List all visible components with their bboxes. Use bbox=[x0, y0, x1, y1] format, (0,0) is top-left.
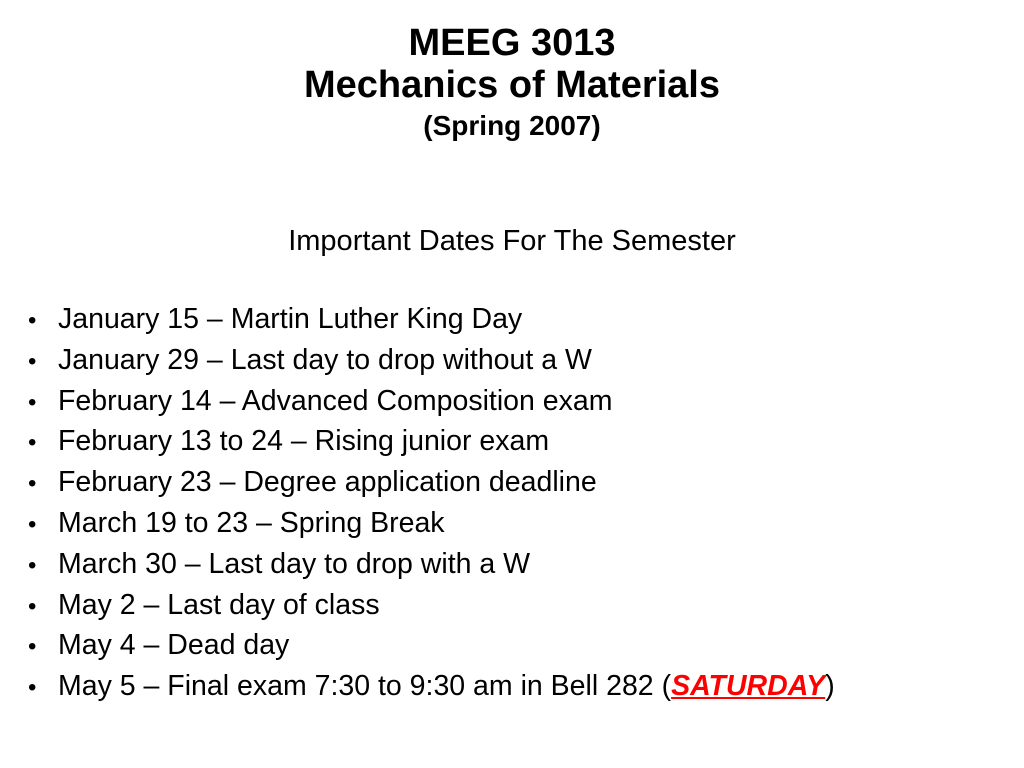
semester-label: (Spring 2007) bbox=[423, 110, 601, 141]
list-item bbox=[28, 303, 835, 344]
bullet-icon: • bbox=[28, 633, 37, 661]
bullet-icon: • bbox=[28, 470, 37, 498]
final-exam-prefix: May 5 – Final exam 7:30 to 9:30 am in Bell 282 ( bbox=[58, 670, 672, 703]
list-item bbox=[28, 385, 835, 426]
date-text: May 2 – Last day of class bbox=[58, 588, 380, 621]
bullet-icon: • bbox=[28, 347, 37, 375]
bullet-icon: • bbox=[28, 429, 37, 457]
list-item bbox=[28, 344, 835, 385]
bullet-icon: • bbox=[28, 388, 37, 416]
list-item bbox=[28, 507, 835, 548]
list-item bbox=[28, 629, 835, 670]
course-code: MEEG 3013 bbox=[408, 22, 616, 64]
list-item bbox=[28, 589, 835, 630]
final-exam-suffix: ) bbox=[825, 670, 835, 703]
date-text: February 13 to 24 – Rising junior exam bbox=[58, 425, 550, 458]
date-text: March 19 to 23 – Spring Break bbox=[58, 506, 445, 539]
final-exam-item bbox=[28, 670, 835, 711]
bullet-icon: • bbox=[28, 510, 37, 538]
course-name: Mechanics of Materials bbox=[303, 64, 721, 106]
bullet-icon: • bbox=[28, 592, 37, 620]
bullet-icon: • bbox=[28, 674, 37, 702]
date-text: January 15 – Martin Luther King Day bbox=[58, 303, 523, 335]
bullet-icon: • bbox=[28, 307, 37, 334]
date-text: March 30 – Last day to drop with a W bbox=[58, 547, 531, 580]
section-heading: Important Dates For The Semester bbox=[288, 225, 736, 257]
final-exam-text bbox=[58, 670, 835, 703]
date-text: January 29 – Last day to drop without a W bbox=[58, 343, 592, 376]
date-text: February 23 – Degree application deadline bbox=[58, 466, 597, 499]
important-dates-list bbox=[28, 303, 835, 711]
list-item bbox=[28, 425, 835, 466]
date-text: May 4 – Dead day bbox=[58, 629, 290, 662]
title-block bbox=[0, 22, 1024, 146]
bullet-icon: • bbox=[28, 551, 37, 579]
saturday-highlight: SATURDAY bbox=[671, 670, 826, 703]
date-text: February 14 – Advanced Composition exam bbox=[58, 384, 613, 417]
list-item bbox=[28, 466, 835, 507]
list-item bbox=[28, 548, 835, 589]
